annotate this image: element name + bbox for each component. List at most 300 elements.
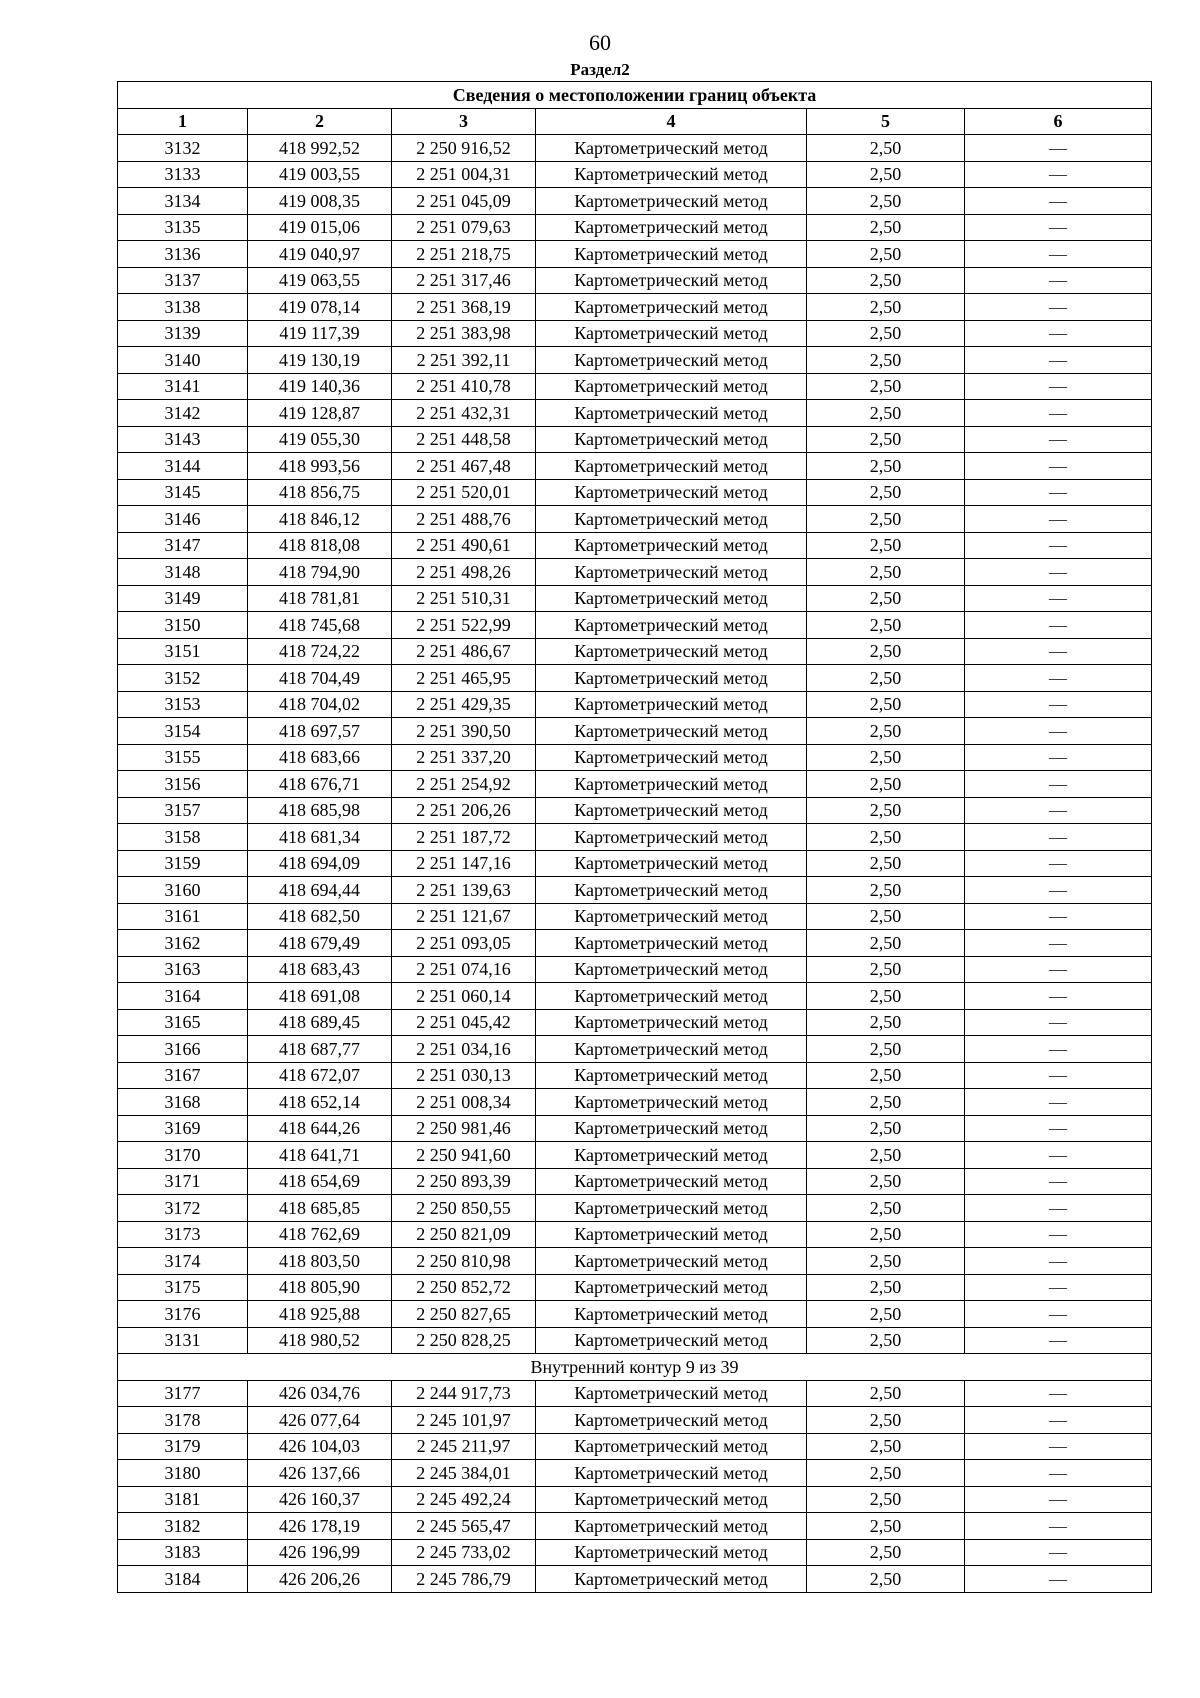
table-cell: 418 724,22: [248, 638, 392, 665]
table-cell: 419 015,06: [248, 214, 392, 241]
table-cell: 2,50: [807, 1566, 965, 1593]
table-cell: —: [965, 824, 1152, 851]
table-row: [118, 1115, 1152, 1142]
table-row: [118, 1089, 1152, 1116]
table-row: [118, 771, 1152, 798]
table-cell: —: [965, 1539, 1152, 1566]
table-cell: 418 682,50: [248, 903, 392, 930]
table-cell: 418 925,88: [248, 1301, 392, 1328]
table-cell: 2,50: [807, 638, 965, 665]
table-cell: 418 685,85: [248, 1195, 392, 1222]
table-cell: 2 245 384,01: [392, 1460, 536, 1487]
table-cell: Картометрический метод: [536, 638, 807, 665]
table-cell: 426 077,64: [248, 1407, 392, 1434]
table-cell: Картометрический метод: [536, 1036, 807, 1063]
table-cell: Картометрический метод: [536, 983, 807, 1010]
table-cell: 2 245 492,24: [392, 1486, 536, 1513]
table-row: [118, 1539, 1152, 1566]
table-row: [118, 1036, 1152, 1063]
table-cell: 426 196,99: [248, 1539, 392, 1566]
table-cell: 418 679,49: [248, 930, 392, 957]
table-row: [118, 638, 1152, 665]
table-cell: Картометрический метод: [536, 744, 807, 771]
table-cell: 2 245 786,79: [392, 1566, 536, 1593]
table-row: [118, 1566, 1152, 1593]
table-cell: 3162: [118, 930, 248, 957]
table-row: [118, 956, 1152, 983]
table-cell: 419 055,30: [248, 426, 392, 453]
table-cell: 418 685,98: [248, 797, 392, 824]
table-row: [118, 1195, 1152, 1222]
table-cell: 2,50: [807, 320, 965, 347]
table-cell: —: [965, 930, 1152, 957]
table-cell: Картометрический метод: [536, 1513, 807, 1540]
table-cell: 418 644,26: [248, 1115, 392, 1142]
table-cell: 418 818,08: [248, 532, 392, 559]
table-cell: 3140: [118, 347, 248, 374]
table-cell: 3148: [118, 559, 248, 586]
table-cell: 2 251 448,58: [392, 426, 536, 453]
table-cell: 418 672,07: [248, 1062, 392, 1089]
table-cell: Картометрический метод: [536, 188, 807, 215]
table-caption: Сведения о местоположении границ объекта: [118, 82, 1152, 109]
table-cell: 2,50: [807, 1062, 965, 1089]
table-cell: —: [965, 1009, 1152, 1036]
table-cell: 3181: [118, 1486, 248, 1513]
table-cell: 2 245 211,97: [392, 1433, 536, 1460]
table-cell: 2 250 893,39: [392, 1168, 536, 1195]
table-cell: 3155: [118, 744, 248, 771]
column-header: 3: [392, 108, 536, 135]
table-cell: 2,50: [807, 1301, 965, 1328]
table-cell: —: [965, 771, 1152, 798]
table-cell: —: [965, 532, 1152, 559]
table-cell: Картометрический метод: [536, 241, 807, 268]
table-row: [118, 400, 1152, 427]
table-cell: 3178: [118, 1407, 248, 1434]
table-cell: Картометрический метод: [536, 665, 807, 692]
table-cell: 418 654,69: [248, 1168, 392, 1195]
table-cell: Картометрический метод: [536, 426, 807, 453]
table-cell: 2 245 101,97: [392, 1407, 536, 1434]
table-cell: 3180: [118, 1460, 248, 1487]
table-cell: 2,50: [807, 188, 965, 215]
table-cell: —: [965, 850, 1152, 877]
column-header: 6: [965, 108, 1152, 135]
table-cell: Картометрический метод: [536, 771, 807, 798]
table-cell: 418 683,66: [248, 744, 392, 771]
table-cell: 2 244 917,73: [392, 1380, 536, 1407]
table-cell: —: [965, 1486, 1152, 1513]
table-cell: 2 251 498,26: [392, 559, 536, 586]
table-cell: —: [965, 1062, 1152, 1089]
table-cell: 2,50: [807, 665, 965, 692]
table-cell: 2,50: [807, 1248, 965, 1275]
table-cell: 3166: [118, 1036, 248, 1063]
table-cell: Картометрический метод: [536, 400, 807, 427]
table-cell: 3137: [118, 267, 248, 294]
table-cell: 2 250 916,52: [392, 135, 536, 162]
table-cell: —: [965, 1036, 1152, 1063]
table-cell: Картометрический метод: [536, 903, 807, 930]
table-row: [118, 426, 1152, 453]
table-cell: Картометрический метод: [536, 1009, 807, 1036]
table-cell: 3176: [118, 1301, 248, 1328]
table-cell: 419 003,55: [248, 161, 392, 188]
table-cell: 2,50: [807, 850, 965, 877]
table-cell: Картометрический метод: [536, 877, 807, 904]
table-row: [118, 453, 1152, 480]
table-cell: 2,50: [807, 612, 965, 639]
table-cell: 2,50: [807, 453, 965, 480]
table-cell: Картометрический метод: [536, 1274, 807, 1301]
table-cell: 3158: [118, 824, 248, 851]
section-label: Раздел2: [570, 60, 630, 79]
table-cell: —: [965, 559, 1152, 586]
table-cell: —: [965, 1221, 1152, 1248]
table-cell: 2 251 432,31: [392, 400, 536, 427]
table-cell: 2 251 390,50: [392, 718, 536, 745]
table-cell: Картометрический метод: [536, 559, 807, 586]
table-cell: —: [965, 294, 1152, 321]
table-cell: 418 691,08: [248, 983, 392, 1010]
table-row: [118, 824, 1152, 851]
table-cell: 418 992,52: [248, 135, 392, 162]
table-cell: Картометрический метод: [536, 1380, 807, 1407]
table-cell: 2,50: [807, 1221, 965, 1248]
table-cell: 2 251 510,31: [392, 585, 536, 612]
contour-label-row: [118, 1354, 1152, 1381]
table-row: [118, 665, 1152, 692]
table-cell: —: [965, 320, 1152, 347]
table-cell: —: [965, 347, 1152, 374]
table-cell: 418 993,56: [248, 453, 392, 480]
table-cell: —: [965, 267, 1152, 294]
table-cell: 418 676,71: [248, 771, 392, 798]
table-cell: 2,50: [807, 877, 965, 904]
table-cell: 2,50: [807, 744, 965, 771]
table-cell: Картометрический метод: [536, 453, 807, 480]
table-cell: Картометрический метод: [536, 930, 807, 957]
table-cell: 3164: [118, 983, 248, 1010]
table-cell: —: [965, 903, 1152, 930]
table-cell: 2 245 733,02: [392, 1539, 536, 1566]
table-cell: 2 251 004,31: [392, 161, 536, 188]
table-cell: 2 251 465,95: [392, 665, 536, 692]
table-cell: 418 681,34: [248, 824, 392, 851]
table-cell: 3167: [118, 1062, 248, 1089]
table-cell: 3160: [118, 877, 248, 904]
table-row: [118, 347, 1152, 374]
table-cell: 3169: [118, 1115, 248, 1142]
table-cell: 2,50: [807, 1539, 965, 1566]
table-row: [118, 188, 1152, 215]
table-cell: 2 251 206,26: [392, 797, 536, 824]
table-cell: 2 251 045,42: [392, 1009, 536, 1036]
table-row: [118, 585, 1152, 612]
table-row: [118, 1513, 1152, 1540]
table-row: [118, 161, 1152, 188]
table-cell: 2 251 368,19: [392, 294, 536, 321]
table-cell: 2 250 981,46: [392, 1115, 536, 1142]
table-cell: Картометрический метод: [536, 718, 807, 745]
table-cell: 2 251 254,92: [392, 771, 536, 798]
table-cell: 2,50: [807, 1036, 965, 1063]
table-cell: 3147: [118, 532, 248, 559]
table-cell: 3141: [118, 373, 248, 400]
table-cell: —: [965, 214, 1152, 241]
table-cell: —: [965, 1248, 1152, 1275]
table-row: [118, 612, 1152, 639]
table-cell: Картометрический метод: [536, 956, 807, 983]
table-cell: —: [965, 479, 1152, 506]
table-cell: Картометрический метод: [536, 1566, 807, 1593]
table-cell: 418 805,90: [248, 1274, 392, 1301]
table-cell: 2 250 941,60: [392, 1142, 536, 1169]
table-cell: 419 130,19: [248, 347, 392, 374]
table-cell: Картометрический метод: [536, 294, 807, 321]
boundary-table: [117, 81, 1152, 1593]
table-cell: 418 856,75: [248, 479, 392, 506]
table-cell: Картометрический метод: [536, 1168, 807, 1195]
table-cell: 2,50: [807, 691, 965, 718]
table-cell: 2,50: [807, 1089, 965, 1116]
table-row: [118, 241, 1152, 268]
table-cell: —: [965, 135, 1152, 162]
table-cell: —: [965, 585, 1152, 612]
table-cell: 2,50: [807, 1380, 965, 1407]
table-cell: 3142: [118, 400, 248, 427]
table-cell: —: [965, 1380, 1152, 1407]
table-cell: 2,50: [807, 294, 965, 321]
table-cell: Картометрический метод: [536, 161, 807, 188]
table-row: [118, 320, 1152, 347]
column-header: 1: [118, 108, 248, 135]
table-row: [118, 797, 1152, 824]
table-cell: 426 034,76: [248, 1380, 392, 1407]
table-cell: 2 251 488,76: [392, 506, 536, 533]
table-row: [118, 1460, 1152, 1487]
table-cell: —: [965, 1142, 1152, 1169]
table-cell: 418 652,14: [248, 1089, 392, 1116]
table-cell: —: [965, 665, 1152, 692]
table-cell: Картометрический метод: [536, 1407, 807, 1434]
table-cell: —: [965, 1327, 1152, 1354]
table-cell: 3159: [118, 850, 248, 877]
table-row: [118, 1433, 1152, 1460]
table-cell: 418 689,45: [248, 1009, 392, 1036]
table-cell: 3136: [118, 241, 248, 268]
table-cell: 2 251 429,35: [392, 691, 536, 718]
table-row: [118, 691, 1152, 718]
column-header: 2: [248, 108, 392, 135]
table-cell: 2 251 187,72: [392, 824, 536, 851]
table-cell: 3177: [118, 1380, 248, 1407]
table-cell: 3138: [118, 294, 248, 321]
table-cell: —: [965, 1407, 1152, 1434]
table-cell: 2,50: [807, 400, 965, 427]
column-header: 4: [536, 108, 807, 135]
table-cell: 2 251 392,11: [392, 347, 536, 374]
table-cell: 2 251 093,05: [392, 930, 536, 957]
table-row: [118, 373, 1152, 400]
table-row: [118, 850, 1152, 877]
table-cell: 418 745,68: [248, 612, 392, 639]
table-cell: 2 251 383,98: [392, 320, 536, 347]
table-cell: 2 251 147,16: [392, 850, 536, 877]
column-header-row: [118, 108, 1152, 135]
table-cell: 2 251 410,78: [392, 373, 536, 400]
table-cell: 3172: [118, 1195, 248, 1222]
table-cell: 2,50: [807, 718, 965, 745]
table-cell: Картометрический метод: [536, 1327, 807, 1354]
table-cell: 2,50: [807, 373, 965, 400]
table-cell: 3132: [118, 135, 248, 162]
table-cell: Картометрический метод: [536, 532, 807, 559]
table-cell: Картометрический метод: [536, 1142, 807, 1169]
table-cell: 2 250 810,98: [392, 1248, 536, 1275]
table-cell: 2,50: [807, 559, 965, 586]
table-cell: Картометрический метод: [536, 347, 807, 374]
table-cell: 2 251 074,16: [392, 956, 536, 983]
table-cell: 2,50: [807, 532, 965, 559]
table-cell: 418 697,57: [248, 718, 392, 745]
table-cell: Картометрический метод: [536, 1195, 807, 1222]
table-cell: —: [965, 877, 1152, 904]
table-cell: 418 687,77: [248, 1036, 392, 1063]
table-cell: 3182: [118, 1513, 248, 1540]
table-cell: 3139: [118, 320, 248, 347]
table-cell: 3171: [118, 1168, 248, 1195]
table-cell: 2,50: [807, 1460, 965, 1487]
table-row: [118, 1486, 1152, 1513]
table-cell: 426 206,26: [248, 1566, 392, 1593]
table-cell: 3143: [118, 426, 248, 453]
table-cell: 2,50: [807, 930, 965, 957]
table-cell: —: [965, 718, 1152, 745]
table-cell: —: [965, 1460, 1152, 1487]
table-row: [118, 1327, 1152, 1354]
table-cell: 2 251 034,16: [392, 1036, 536, 1063]
table-cell: 2 251 121,67: [392, 903, 536, 930]
table-cell: 2 251 522,99: [392, 612, 536, 639]
table-cell: 419 063,55: [248, 267, 392, 294]
table-cell: 2 251 486,67: [392, 638, 536, 665]
table-cell: Картометрический метод: [536, 1062, 807, 1089]
table-cell: —: [965, 1115, 1152, 1142]
table-cell: 418 762,69: [248, 1221, 392, 1248]
table-cell: 2,50: [807, 771, 965, 798]
table-cell: —: [965, 1433, 1152, 1460]
table-cell: 419 117,39: [248, 320, 392, 347]
table-row: [118, 532, 1152, 559]
table-cell: —: [965, 797, 1152, 824]
table-cell: —: [965, 506, 1152, 533]
table-cell: 2 251 060,14: [392, 983, 536, 1010]
table-row: [118, 294, 1152, 321]
table-cell: 3174: [118, 1248, 248, 1275]
table-cell: —: [965, 1301, 1152, 1328]
table-cell: 2,50: [807, 1327, 965, 1354]
table-cell: 2 251 520,01: [392, 479, 536, 506]
table-cell: 2 250 828,25: [392, 1327, 536, 1354]
table-cell: —: [965, 161, 1152, 188]
table-cell: Картометрический метод: [536, 1115, 807, 1142]
table-body: [118, 135, 1152, 1593]
table-cell: 2 251 337,20: [392, 744, 536, 771]
table-cell: 2,50: [807, 824, 965, 851]
table-cell: 418 980,52: [248, 1327, 392, 1354]
table-cell: 418 803,50: [248, 1248, 392, 1275]
table-cell: 418 694,44: [248, 877, 392, 904]
table-row: [118, 479, 1152, 506]
table-cell: 418 704,49: [248, 665, 392, 692]
table-row: [118, 1301, 1152, 1328]
table-cell: Картометрический метод: [536, 1539, 807, 1566]
table-cell: 419 128,87: [248, 400, 392, 427]
table-row: [118, 1380, 1152, 1407]
table-cell: 2,50: [807, 161, 965, 188]
table-cell: —: [965, 1513, 1152, 1540]
table-cell: 418 704,02: [248, 691, 392, 718]
table-cell: 419 078,14: [248, 294, 392, 321]
table-cell: Картометрический метод: [536, 585, 807, 612]
table-cell: Картометрический метод: [536, 612, 807, 639]
table-cell: 2,50: [807, 1195, 965, 1222]
table-cell: 3165: [118, 1009, 248, 1036]
table-cell: 2 251 490,61: [392, 532, 536, 559]
table-cell: 2,50: [807, 797, 965, 824]
table-cell: Картометрический метод: [536, 135, 807, 162]
table-cell: 2 250 850,55: [392, 1195, 536, 1222]
table-cell: Картометрический метод: [536, 1221, 807, 1248]
table-cell: 2,50: [807, 1407, 965, 1434]
table-cell: 426 137,66: [248, 1460, 392, 1487]
table-cell: —: [965, 1168, 1152, 1195]
table-cell: —: [965, 956, 1152, 983]
table-cell: 2 250 821,09: [392, 1221, 536, 1248]
table-cell: 3152: [118, 665, 248, 692]
table-cell: 426 104,03: [248, 1433, 392, 1460]
table-cell: —: [965, 744, 1152, 771]
table-row: [118, 877, 1152, 904]
table-cell: —: [965, 691, 1152, 718]
table-cell: 2,50: [807, 426, 965, 453]
table-cell: 419 040,97: [248, 241, 392, 268]
table-row: [118, 1062, 1152, 1089]
table-cell: 3135: [118, 214, 248, 241]
table-row: [118, 1248, 1152, 1275]
table-row: [118, 506, 1152, 533]
table-cell: —: [965, 612, 1152, 639]
table-row: [118, 983, 1152, 1010]
table-cell: 3157: [118, 797, 248, 824]
table-cell: 2,50: [807, 214, 965, 241]
table-cell: 2,50: [807, 903, 965, 930]
table-cell: 3131: [118, 1327, 248, 1354]
table-cell: —: [965, 1274, 1152, 1301]
table-cell: 419 140,36: [248, 373, 392, 400]
table-cell: Картометрический метод: [536, 1486, 807, 1513]
table-cell: —: [965, 373, 1152, 400]
table-caption-row: [118, 82, 1152, 109]
table-row: [118, 1009, 1152, 1036]
table-cell: 2,50: [807, 267, 965, 294]
table-cell: 2 251 467,48: [392, 453, 536, 480]
table-cell: 2,50: [807, 1009, 965, 1036]
table-cell: 3154: [118, 718, 248, 745]
table-cell: 3173: [118, 1221, 248, 1248]
